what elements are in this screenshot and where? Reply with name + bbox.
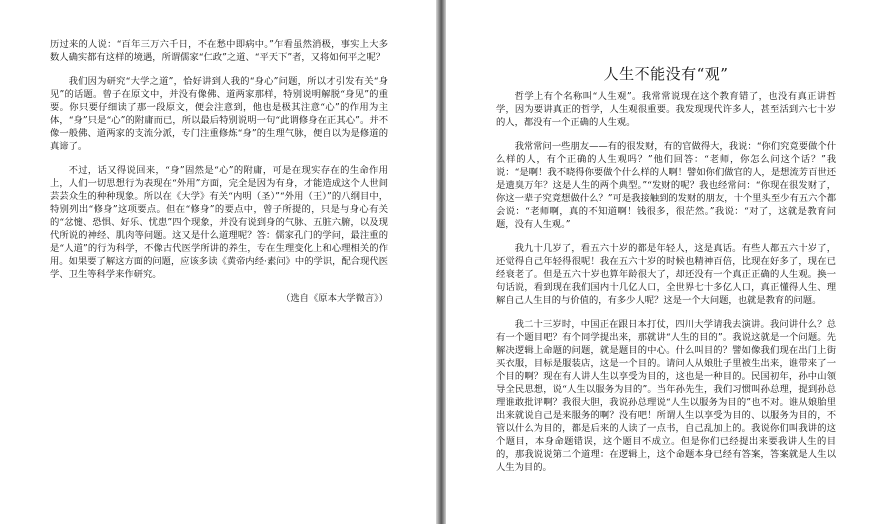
- source-citation: （选自《原本大学微言》）: [281, 293, 388, 304]
- right-page: [446, 0, 886, 524]
- right-paragraph-2: 我常常问一些朋友——有的很发财，有的官做得大，我说：“你们究竟要做个什么样的人，有个正确的人生观吗？”他们回答：“老师，你怎么问这个话？”我说：“是啊！我不晓得你要做个什么样的人啊！譬如你们做官的人，是想流芳百世还是遗臭万年？这是人生的两个典型。”“发财的呢？我也经常问：“你现在很发财了，你这一辈子究竟想做什么？”可是我接触到的发财的朋友，十个里头至少有五六个都会说：“老师啊，真的不知道啊！钱很多，很茫然。”我说：“对了，这就是教育问题，没有人生观。”: [496, 141, 836, 230]
- left-paragraph-3: 不过，话又得说回来，“身”固然是“心”的附庸，可是在现实存在的生命作用上，人们一切思想行为表现在“外用”方面，完全是因为有身，才能造成这个人世间芸芸众生的种种现象。所以在《大学》有关“内明（圣）”“外用（王）”的八纲目中，特别列出“修身”这项要点。但在“修身”的要点中，曾子所提的，只是与身心有关的“忿懥、恐惧、好乐、忧患”四个现象，并没有说到身的气脉、五脏六腑，以及现代所说的神经、肌肉等问题。这又是什么道理呢？答：儒家孔门的学问，最注重的是“人道”的行为科学，不像古代医学所讲的养生，专在生理变化上和心理相关的作用。如果要了解这方面的问题，应该多读《黄帝内经·素问》中的学识，配合现代医学、卫生等科学来作研究。: [50, 165, 388, 280]
- right-paragraph-1: 哲学上有个名称叫“人生观”。我常常说现在这个教育错了，也没有真正讲哲学，因为要讲真正的哲学，人生观很重要。我发现现代许多人，甚至活到六七十岁的人，都没有一个正确的人生观。: [496, 91, 836, 128]
- left-page: [0, 0, 436, 524]
- right-page-body: [496, 90, 836, 485]
- left-paragraph-2: 我们因为研究“大学之道”，恰好讲到人我的“身心”问题，所以才引发有关“身见”的话题。曾子在原文中，并没有像佛、道两家那样，特别说明解脱“身见”的重要。你只要仔细读了那一段原文，便会注意到，他也是极其注意“心”的作用为主体，“身”只是“心”的附庸而已，所以最后特别说明一句“此谓修身在正其心”。并不像一般佛、道两家的支流分派，专门注重修炼“身”的生理气脉，便自以为是修道的真谛了。: [50, 76, 388, 152]
- book-spine-divider: [436, 0, 446, 524]
- left-page-body: [50, 38, 388, 316]
- left-paragraph-1: 历过来的人说：“百年三万六千日，不在愁中即病中。”乍看虽然消极，事实上大多数人确实都有这样的境遇，所谓儒家“仁政”之道、“平天下”者，又将如何平之呢？: [50, 39, 388, 63]
- chapter-title: 人生不能没有“观”: [603, 65, 729, 83]
- right-paragraph-3: 我九十几岁了，看五六十岁的都是年轻人，这是真话。有些人都五六十岁了，还觉得自己年轻得很呢！我在五六十岁的时候也精神百倍，比现在好多了，现在已经衰老了。但是五六十岁也算年龄很大了，却还没有一个真正正确的人生观。换一句话说，看到现在我们国内十几亿人口，全世界七十多亿人口，真正懂得人生、理解自己人生目的与价值的，有多少人呢？这是一个大问题，也就是教育的问题。: [496, 243, 836, 306]
- right-paragraph-4: 我二十三岁时，中国正在跟日本打仗，四川大学请我去演讲。我问讲什么？总有一个题目吧？有个同学提出来，那就讲“人生的目的”。我说这就是一个问题。先解决逻辑上命题的问题，就是题目的中心。什么叫目的？譬如像我们现在出门上街买衣服，目标是服装店，这是一个目的。请问人从娘肚子里被生出来，谁带来了一个目的啊？现在有人讲人生以享受为目的，这也是一种目的。民国初年，孙中山领导全民思想，说“人生以服务为目的”。当年孙先生，我们习惯叫孙总理，提到孙总理谁敢批评啊？我很大胆，我说孙总理说“人生以服务为目的”也不对。谁从娘胎里出来就说自己是来服务的啊？没有吧！所谓人生以享受为目的、以服务为目的，不管以什么为目的，都是后来的人读了一点书，自己乱加上的。我说你们叫我讲的这个题目，本身命题错误，这个题目不成立。但是你们已经提出来要我讲人生的目的，那我说说第二个道理：在逻辑上，这个命题本身已经有答案，答案就是人生以人生为目的。: [496, 319, 836, 473]
